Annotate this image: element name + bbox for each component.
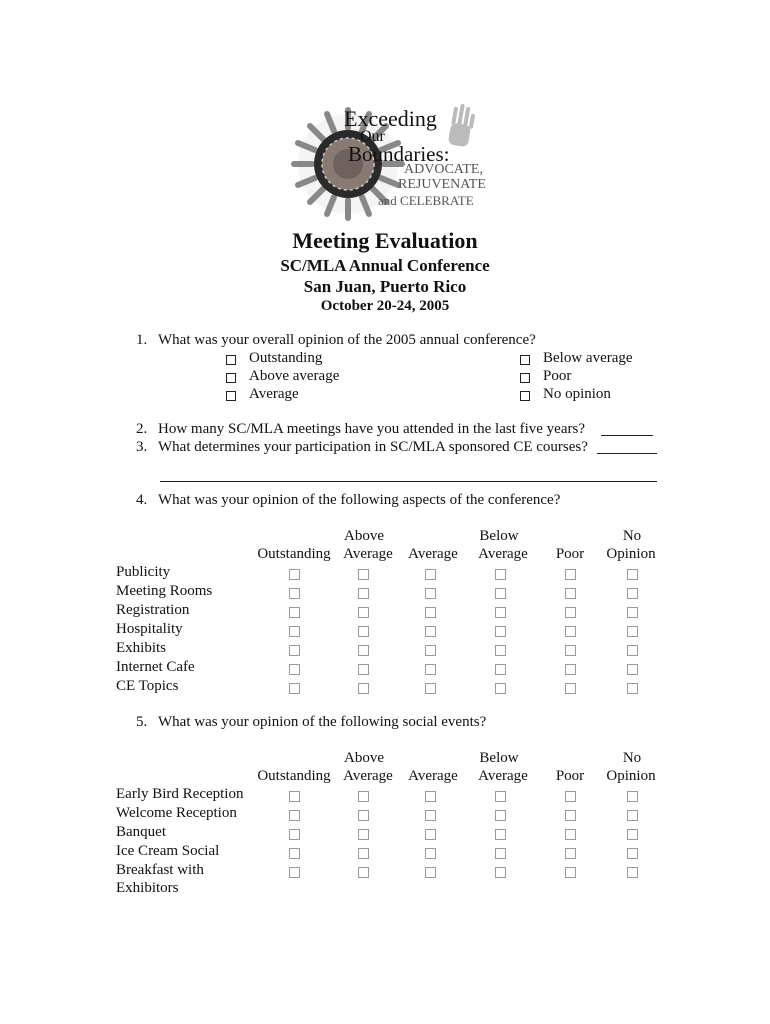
rating-checkbox[interactable]: [495, 829, 506, 840]
rating-checkbox[interactable]: [358, 848, 369, 859]
rating-checkbox[interactable]: [627, 626, 638, 637]
q1-checkbox-below-average[interactable]: [520, 355, 530, 365]
rating-checkbox[interactable]: [565, 848, 576, 859]
col-below-top: Below: [479, 528, 519, 544]
col-average: Average: [408, 768, 458, 784]
rating-checkbox[interactable]: [495, 607, 506, 618]
row-label: Early Bird Reception: [116, 786, 244, 802]
rating-checkbox[interactable]: [495, 810, 506, 821]
rating-checkbox[interactable]: [289, 791, 300, 802]
q3-answer-line-2[interactable]: [160, 481, 657, 482]
q4-number: 4.: [136, 492, 148, 508]
rating-checkbox[interactable]: [425, 791, 436, 802]
row-label: Internet Cafe: [116, 659, 195, 675]
row-label: Hospitality: [116, 621, 183, 637]
rating-checkbox[interactable]: [627, 588, 638, 599]
q4-text: What was your opinion of the following aspects of the conference?: [158, 492, 561, 508]
col-average: Average: [408, 546, 458, 562]
col-above-bottom: Average: [343, 546, 393, 562]
col-noop-top: No: [622, 750, 642, 766]
col-above-bottom: Average: [343, 768, 393, 784]
q3-answer-blank[interactable]: [597, 453, 657, 454]
col-poor: Poor: [555, 768, 585, 784]
logo-line-6: and CELEBRATE: [378, 193, 474, 208]
q2-number: 2.: [136, 421, 148, 437]
rating-checkbox[interactable]: [289, 664, 300, 675]
rating-checkbox[interactable]: [627, 829, 638, 840]
row-label: Banquet: [116, 824, 166, 840]
col-noop-bottom: Opinion: [606, 768, 656, 784]
rating-checkbox[interactable]: [565, 791, 576, 802]
row-label: Exhibits: [116, 640, 167, 656]
rating-checkbox[interactable]: [425, 607, 436, 618]
rating-checkbox[interactable]: [289, 569, 300, 580]
q3-number: 3.: [136, 439, 148, 455]
rating-checkbox[interactable]: [289, 867, 300, 878]
col-poor: Poor: [555, 546, 585, 562]
rating-checkbox[interactable]: [358, 607, 369, 618]
rating-checkbox[interactable]: [565, 664, 576, 675]
rating-checkbox[interactable]: [358, 683, 369, 694]
rating-checkbox[interactable]: [565, 683, 576, 694]
conference-logo: [286, 104, 496, 224]
rating-checkbox[interactable]: [627, 645, 638, 656]
q5-number: 5.: [136, 714, 148, 730]
rating-checkbox[interactable]: [289, 829, 300, 840]
page-title: Meeting Evaluation: [292, 228, 478, 253]
rating-checkbox[interactable]: [425, 810, 436, 821]
rating-checkbox[interactable]: [358, 569, 369, 580]
logo-line-5: REJUVENATE: [398, 177, 486, 192]
rating-checkbox[interactable]: [289, 848, 300, 859]
row-label: Registration: [116, 602, 190, 618]
rating-checkbox[interactable]: [358, 791, 369, 802]
rating-checkbox[interactable]: [425, 848, 436, 859]
conference-name: SC/MLA Annual Conference: [280, 256, 490, 275]
logo-line-4: ADVOCATE,: [404, 162, 483, 177]
rating-checkbox[interactable]: [358, 829, 369, 840]
rating-checkbox[interactable]: [495, 626, 506, 637]
row-label: Welcome Reception: [116, 805, 237, 821]
q1-option-average: Average: [249, 386, 299, 402]
q2-answer-blank[interactable]: [601, 435, 653, 436]
rating-checkbox[interactable]: [425, 626, 436, 637]
q1-option-outstanding: Outstanding: [249, 350, 323, 366]
rating-checkbox[interactable]: [358, 867, 369, 878]
rating-checkbox[interactable]: [495, 569, 506, 580]
rating-checkbox[interactable]: [627, 607, 638, 618]
q1-checkbox-no-opinion[interactable]: [520, 391, 530, 401]
q3-text: What determines your participation in SC/MLA sponsored CE courses?: [158, 439, 588, 455]
rating-checkbox[interactable]: [565, 829, 576, 840]
rating-checkbox[interactable]: [358, 810, 369, 821]
rating-checkbox[interactable]: [358, 645, 369, 656]
col-above-top: Above: [344, 750, 384, 766]
q1-option-below-average: Below average: [543, 350, 633, 366]
q1-checkbox-above-average[interactable]: [226, 373, 236, 383]
rating-checkbox[interactable]: [495, 791, 506, 802]
rating-checkbox[interactable]: [565, 626, 576, 637]
q1-option-poor: Poor: [543, 368, 572, 384]
row-label: Ice Cream Social: [116, 843, 220, 859]
rating-checkbox[interactable]: [289, 626, 300, 637]
rating-checkbox[interactable]: [358, 626, 369, 637]
col-outstanding: Outstanding: [257, 546, 331, 562]
row-label: Meeting Rooms: [116, 583, 213, 599]
rating-checkbox[interactable]: [289, 810, 300, 821]
rating-checkbox[interactable]: [495, 848, 506, 859]
rating-checkbox[interactable]: [565, 588, 576, 599]
rating-checkbox[interactable]: [425, 867, 436, 878]
q5-row-label-continuation: Exhibitors: [116, 880, 179, 896]
rating-checkbox[interactable]: [565, 569, 576, 580]
q1-option-above-average: Above average: [249, 368, 340, 384]
col-below-top: Below: [479, 750, 519, 766]
rating-checkbox[interactable]: [425, 588, 436, 599]
logo-line-3: Boundaries:: [348, 142, 450, 166]
rating-checkbox[interactable]: [425, 645, 436, 656]
col-below-bottom: Average: [478, 768, 528, 784]
rating-checkbox[interactable]: [425, 683, 436, 694]
rating-checkbox[interactable]: [565, 867, 576, 878]
rating-checkbox[interactable]: [565, 810, 576, 821]
row-label: Breakfast with: [116, 862, 204, 878]
rating-checkbox[interactable]: [627, 791, 638, 802]
conference-dates: October 20-24, 2005: [320, 298, 450, 314]
rating-checkbox[interactable]: [358, 588, 369, 599]
col-above-top: Above: [344, 528, 384, 544]
rating-checkbox[interactable]: [627, 683, 638, 694]
rating-checkbox[interactable]: [495, 867, 506, 878]
rating-checkbox[interactable]: [627, 848, 638, 859]
rating-checkbox[interactable]: [495, 683, 506, 694]
q2-text: How many SC/MLA meetings have you attended in the last five years?: [158, 421, 585, 437]
rating-checkbox[interactable]: [289, 607, 300, 618]
q1-number: 1.: [136, 332, 148, 348]
rating-checkbox[interactable]: [289, 588, 300, 599]
row-label: CE Topics: [116, 678, 179, 694]
row-label: Publicity: [116, 564, 171, 580]
conference-location: San Juan, Puerto Rico: [303, 277, 467, 296]
logo-line-1: Exceeding: [344, 106, 437, 131]
rating-checkbox[interactable]: [565, 645, 576, 656]
q1-text: What was your overall opinion of the 2005 annual conference?: [158, 332, 536, 348]
q1-checkbox-outstanding[interactable]: [226, 355, 236, 365]
rating-checkbox[interactable]: [627, 810, 638, 821]
q1-option-no-opinion: No opinion: [543, 386, 611, 402]
col-noop-bottom: Opinion: [606, 546, 656, 562]
rating-checkbox[interactable]: [289, 645, 300, 656]
col-below-bottom: Average: [478, 546, 528, 562]
col-outstanding: Outstanding: [257, 768, 331, 784]
rating-checkbox[interactable]: [289, 683, 300, 694]
q1-checkbox-poor[interactable]: [520, 373, 530, 383]
rating-checkbox[interactable]: [495, 645, 506, 656]
rating-checkbox[interactable]: [425, 829, 436, 840]
rating-checkbox[interactable]: [425, 569, 436, 580]
rating-checkbox[interactable]: [627, 867, 638, 878]
rating-checkbox[interactable]: [627, 569, 638, 580]
rating-checkbox[interactable]: [425, 664, 436, 675]
rating-checkbox[interactable]: [627, 664, 638, 675]
rating-checkbox[interactable]: [495, 588, 506, 599]
col-noop-top: No: [622, 528, 642, 544]
rating-checkbox[interactable]: [358, 664, 369, 675]
q1-checkbox-average[interactable]: [226, 391, 236, 401]
logo-line-2: Our: [360, 128, 385, 145]
rating-checkbox[interactable]: [495, 664, 506, 675]
rating-checkbox[interactable]: [565, 607, 576, 618]
q5-text: What was your opinion of the following social events?: [158, 714, 487, 730]
